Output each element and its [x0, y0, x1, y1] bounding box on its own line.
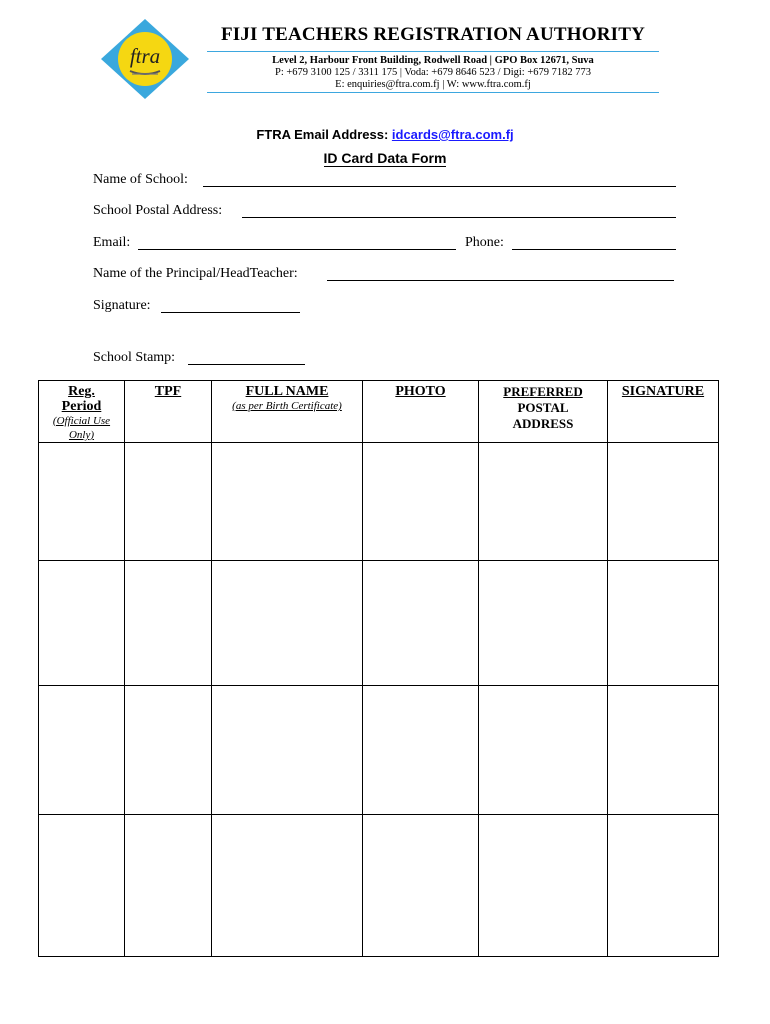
email-link[interactable]: idcards@ftra.com.fj: [391, 127, 514, 142]
cell-photo[interactable]: [363, 443, 479, 561]
email-label: Email:: [93, 235, 131, 250]
cell-reg-period[interactable]: [39, 443, 125, 561]
form-title: ID Card Data Form: [323, 150, 447, 166]
header-signature: SIGNATURE: [608, 381, 719, 443]
cell-reg-period[interactable]: [39, 561, 125, 686]
email-web-line: E: enquiries@ftra.com.fj | W: www.ftra.com.fj: [335, 79, 531, 90]
cell-signature[interactable]: [608, 561, 719, 686]
principal-label: Name of the Principal/HeadTeacher:: [93, 266, 298, 281]
header-tpf: TPF: [125, 381, 212, 443]
organization-name: FIJI TEACHERS REGISTRATION AUTHORITY: [220, 24, 646, 45]
principal-line[interactable]: [327, 280, 674, 281]
cell-full-name[interactable]: [212, 686, 363, 815]
cell-reg-period[interactable]: [39, 686, 125, 815]
cell-full-name[interactable]: [212, 443, 363, 561]
header-postal-address: PREFERRED POSTAL ADDRESS: [479, 381, 608, 443]
school-name-label: Name of School:: [93, 172, 188, 187]
phone-line[interactable]: [512, 249, 676, 250]
header-full-name: FULL NAME (as per Birth Certificate): [212, 381, 363, 443]
address-line: Level 2, Harbour Front Building, Rodwell Road | GPO Box 12671, Suva: [272, 55, 594, 66]
signature-label: Signature:: [93, 298, 151, 313]
cell-postal-address[interactable]: [479, 686, 608, 815]
cell-postal-address[interactable]: [479, 443, 608, 561]
email-line[interactable]: [138, 249, 456, 250]
cell-postal-address[interactable]: [479, 815, 608, 957]
cell-signature[interactable]: [608, 686, 719, 815]
school-stamp-line[interactable]: [188, 364, 305, 365]
cell-signature[interactable]: [608, 815, 719, 957]
school-name-line[interactable]: [203, 186, 676, 187]
header-rule-top: [207, 51, 659, 52]
postal-address-label: School Postal Address:: [93, 203, 223, 218]
cell-photo[interactable]: [363, 815, 479, 957]
ftra-email-address: [0, 127, 770, 142]
cell-tpf[interactable]: [125, 561, 212, 686]
header-photo: PHOTO: [363, 381, 479, 443]
cell-full-name[interactable]: [212, 561, 363, 686]
ftra-logo: [100, 18, 190, 100]
cell-photo[interactable]: [363, 561, 479, 686]
header-rule-bottom: [207, 92, 659, 93]
table-row: [39, 561, 719, 686]
phone-label: Phone:: [465, 235, 504, 250]
school-stamp-label: School Stamp:: [93, 350, 176, 365]
cell-tpf[interactable]: [125, 443, 212, 561]
phone-line: P: +679 3100 125 / 3311 175 | Voda: +679 8646 523 / Digi: +679 7182 773: [274, 67, 592, 78]
postal-address-line[interactable]: [242, 217, 676, 218]
email-label: FTRA Email Address:: [256, 127, 392, 142]
table-row: [39, 443, 719, 561]
cell-photo[interactable]: [363, 686, 479, 815]
cell-signature[interactable]: [608, 443, 719, 561]
cell-reg-period[interactable]: [39, 815, 125, 957]
cell-tpf[interactable]: [125, 686, 212, 815]
signature-line[interactable]: [161, 312, 300, 313]
teacher-data-table: [38, 380, 719, 957]
table-row: [39, 686, 719, 815]
header-reg-period: Reg. Period (Official Use Only): [39, 381, 125, 443]
cell-full-name[interactable]: [212, 815, 363, 957]
cell-tpf[interactable]: [125, 815, 212, 957]
logo-text: ftra: [129, 44, 161, 68]
table-row: [39, 815, 719, 957]
cell-postal-address[interactable]: [479, 561, 608, 686]
table-header-row: [39, 381, 719, 443]
